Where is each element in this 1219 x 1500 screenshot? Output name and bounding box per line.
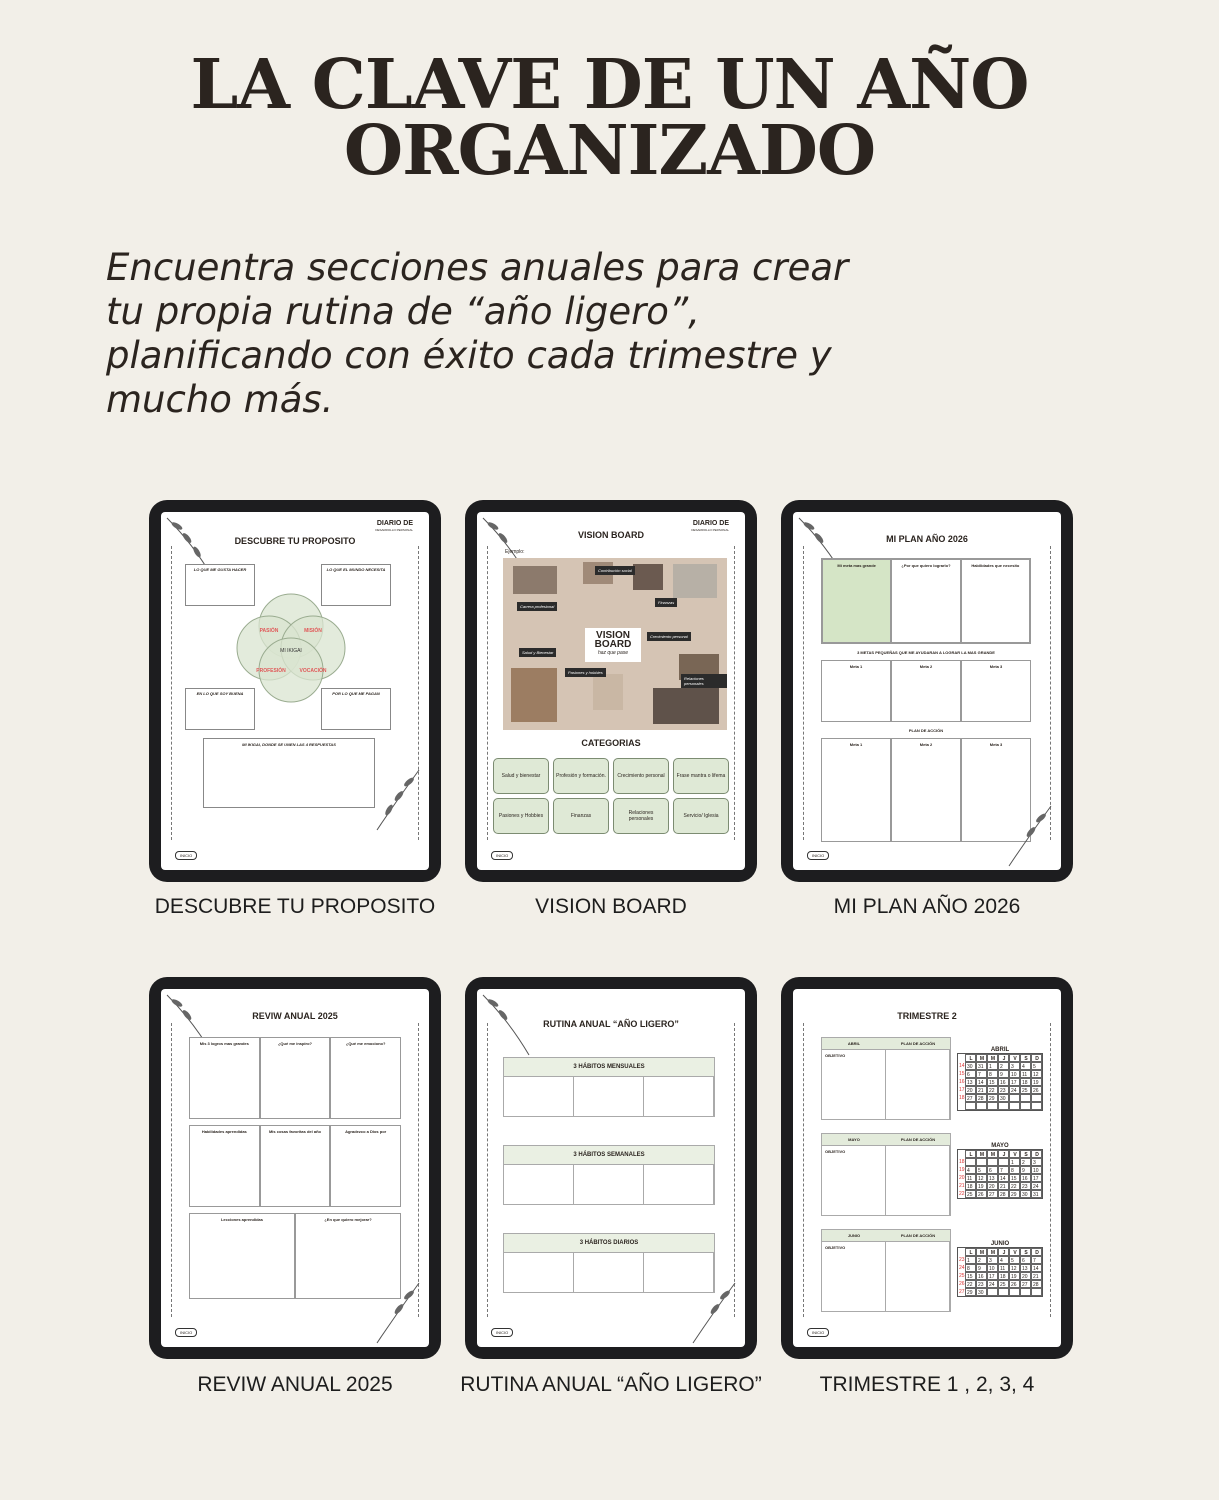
- calendar-day: 24: [987, 1280, 998, 1288]
- calendar-title: JUNIO: [990, 1241, 1010, 1247]
- calendar-day: 7: [1031, 1256, 1042, 1264]
- weekday-label: V: [1009, 1150, 1020, 1158]
- calendar-day: 27: [965, 1094, 976, 1102]
- week-number: 18: [959, 1095, 965, 1101]
- week-number: 20: [959, 1175, 965, 1181]
- calendar-day: [1031, 1102, 1042, 1110]
- caption: VISION BOARD: [535, 895, 687, 918]
- calendar-day: 12: [976, 1174, 987, 1182]
- dashed-border: [803, 1023, 804, 1317]
- week-number: 21: [959, 1183, 965, 1189]
- weekday-label: M: [987, 1054, 998, 1062]
- weekday-label: M: [976, 1150, 987, 1158]
- calendar-day: 15: [965, 1272, 976, 1280]
- weekday-label: S: [1020, 1054, 1031, 1062]
- weekday-label: J: [998, 1150, 1009, 1158]
- tablet-screen: [477, 989, 745, 1347]
- calendar-day: [1009, 1288, 1020, 1296]
- calendar-day: 5: [1031, 1062, 1042, 1070]
- calendar-grid: [957, 1053, 1043, 1111]
- calendar-day: 10: [1031, 1166, 1042, 1174]
- dashed-border: [171, 1023, 172, 1317]
- calendar-day: 15: [987, 1078, 998, 1086]
- board-tag: Pasiones y hobbies: [565, 668, 606, 677]
- calendar-day: 14: [998, 1174, 1009, 1182]
- subtitle: [106, 246, 986, 422]
- calendar-day: [1020, 1102, 1031, 1110]
- calendar-day: 27: [987, 1190, 998, 1198]
- photo: [511, 668, 557, 722]
- habit-grid: [503, 1077, 715, 1117]
- calendar-day: 6: [965, 1070, 976, 1078]
- calendar-day: 9: [976, 1264, 987, 1272]
- calendar-day: 24: [1009, 1086, 1020, 1094]
- calendar-day: 28: [1031, 1280, 1042, 1288]
- photo: [593, 674, 623, 710]
- leaf-icon: [369, 766, 425, 832]
- calendar-day: 16: [976, 1272, 987, 1280]
- calendar-title: MAYO: [991, 1143, 1009, 1149]
- ikigai-box: POR LO QUE ME PAGAN: [321, 688, 391, 730]
- month-plan-body: OBJETIVO: [821, 1242, 951, 1312]
- habit-section: [503, 1233, 715, 1293]
- weekday-label: D: [1031, 1248, 1042, 1256]
- week-number: 17: [959, 1087, 965, 1093]
- calendar-day: 17: [987, 1272, 998, 1280]
- calendar-day: 9: [998, 1070, 1009, 1078]
- calendar-day: 20: [1020, 1272, 1031, 1280]
- calendar-day: 8: [987, 1070, 998, 1078]
- dashed-border: [487, 1023, 488, 1317]
- venn-label: MISIÓN: [304, 628, 322, 634]
- table-header: Mis 3 logros mas grandes: [189, 1037, 260, 1119]
- calendar-day: 19: [1009, 1272, 1020, 1280]
- photo: [633, 564, 663, 590]
- habit-grid: [503, 1253, 715, 1293]
- calendar-day: 23: [976, 1280, 987, 1288]
- calendar-day: 30: [998, 1094, 1009, 1102]
- tablet-trimestre: [781, 977, 1073, 1359]
- home-button[interactable]: INICIO: [491, 851, 513, 860]
- calendar-day: 26: [1009, 1280, 1020, 1288]
- calendar-day: 15: [1009, 1174, 1020, 1182]
- home-button[interactable]: INICIO: [175, 1328, 197, 1337]
- habit-header: 3 HÁBITOS MENSUALES: [503, 1057, 715, 1077]
- table-header: Habilidades aprendidas: [189, 1125, 260, 1207]
- week-number: 16: [959, 1079, 965, 1085]
- calendar-day: 1: [965, 1256, 976, 1264]
- board-tag: Crecimiento personal: [647, 632, 691, 641]
- venn-label: PASIÓN: [259, 628, 279, 634]
- home-button[interactable]: INICIO: [807, 1328, 829, 1337]
- ikigai-box: LO QUE EL MUNDO NECESITA: [321, 564, 391, 606]
- board-tag: Carrera profesional: [517, 602, 557, 611]
- weekday-label: V: [1009, 1054, 1020, 1062]
- calendar-day: 13: [987, 1174, 998, 1182]
- calendar-day: 4: [998, 1256, 1009, 1264]
- screen-title: VISION BOARD: [577, 530, 644, 540]
- calendar-day: 25: [965, 1190, 976, 1198]
- calendar-day: 3: [987, 1256, 998, 1264]
- venn-label: VOCACIÓN: [299, 668, 327, 674]
- calendar-day: 10: [1009, 1070, 1020, 1078]
- calendar-day: [987, 1102, 998, 1110]
- calendar-day: 19: [976, 1182, 987, 1190]
- venn-label: PROFESIÓN: [256, 668, 286, 674]
- subtitle-line: planificando con éxito cada trimestre y: [106, 334, 832, 377]
- board-tag: Relaciones personales: [681, 674, 727, 688]
- category-card: Crecimiento personal: [613, 758, 669, 794]
- calendar-day: 17: [1009, 1078, 1020, 1086]
- calendar-day: 14: [976, 1078, 987, 1086]
- tablet-screen: [793, 989, 1061, 1347]
- table-header: ¿Por que quiero lograrlo?: [891, 559, 960, 643]
- calendar-day: 31: [976, 1062, 987, 1070]
- screen-title: REVIW ANUAL 2025: [252, 1011, 338, 1021]
- tablet-screen: [477, 512, 745, 870]
- calendar-day: 7: [998, 1166, 1009, 1174]
- calendar-day: 16: [1020, 1174, 1031, 1182]
- calendar-day: 20: [965, 1086, 976, 1094]
- weekday-label: M: [987, 1150, 998, 1158]
- calendar-day: 17: [1031, 1174, 1042, 1182]
- calendar-day: 31: [1031, 1190, 1042, 1198]
- calendar-day: [965, 1158, 976, 1166]
- dashed-border: [803, 546, 804, 840]
- calendar-day: 11: [1020, 1070, 1031, 1078]
- weekday-label: L: [965, 1054, 976, 1062]
- calendar-day: 21: [976, 1086, 987, 1094]
- calendar-day: 16: [998, 1078, 1009, 1086]
- caption: MI PLAN AÑO 2026: [833, 895, 1021, 918]
- brand-logo: DIARIO DE DESARROLLO PERSONAL: [691, 520, 729, 532]
- week-number: 25: [959, 1273, 965, 1279]
- calendar-day: [998, 1288, 1009, 1296]
- calendar: [957, 1143, 1043, 1199]
- weekday-label: M: [976, 1248, 987, 1256]
- weekday-label: S: [1020, 1150, 1031, 1158]
- calendar-day: 1: [987, 1062, 998, 1070]
- category-card: Servicio/ Iglesia: [673, 798, 729, 834]
- board-tag: Contribución social: [595, 566, 635, 575]
- week-number: 26: [959, 1281, 965, 1287]
- calendar-day: 13: [1020, 1264, 1031, 1272]
- leaf-icon: [685, 1279, 741, 1345]
- board-tag: Finanzas: [655, 598, 677, 607]
- calendar-day: 27: [1020, 1280, 1031, 1288]
- calendar-day: 4: [1020, 1062, 1031, 1070]
- calendar-day: 29: [987, 1094, 998, 1102]
- calendar-day: [965, 1102, 976, 1110]
- tablet-rutina-anual: [465, 977, 757, 1359]
- table-header: Lecciones aprendidas: [189, 1213, 295, 1299]
- table-header: Meta 1: [821, 660, 891, 722]
- calendar-day: 18: [1020, 1078, 1031, 1086]
- table-header: Meta 1: [821, 738, 891, 842]
- caption: RUTINA ANUAL “AÑO LIGERO”: [460, 1373, 762, 1396]
- table-header: Mis cosas favoritas del año: [260, 1125, 331, 1207]
- calendar-day: 3: [1031, 1158, 1042, 1166]
- ikigai-box: LO QUE ME GUSTA HACER: [185, 564, 255, 606]
- calendar-grid: [957, 1247, 1043, 1297]
- tablet-screen: [793, 512, 1061, 870]
- calendar-corner: [958, 1150, 965, 1158]
- table-header: Meta 3: [961, 738, 1031, 842]
- subtitle-line: mucho más.: [106, 378, 334, 421]
- home-button[interactable]: INICIO: [175, 851, 197, 860]
- calendar-day: 9: [1020, 1166, 1031, 1174]
- photo: [653, 688, 719, 724]
- calendar-day: [1031, 1288, 1042, 1296]
- home-button[interactable]: INICIO: [807, 851, 829, 860]
- photo: [673, 564, 717, 598]
- calendar-day: [1020, 1094, 1031, 1102]
- calendar-day: 30: [1020, 1190, 1031, 1198]
- photo: [513, 566, 557, 594]
- calendar-day: 7: [976, 1070, 987, 1078]
- dashed-border: [487, 546, 488, 840]
- calendar-day: 12: [1031, 1070, 1042, 1078]
- category-card: Frase mantra o lifema: [673, 758, 729, 794]
- leaf-icon: [1001, 802, 1057, 868]
- table-header: Meta 3: [961, 660, 1031, 722]
- calendar-day: 23: [1020, 1182, 1031, 1190]
- subtitle-line: tu propia rutina de “año ligero”,: [106, 290, 700, 333]
- caption: TRIMESTRE 1 , 2, 3, 4: [819, 1373, 1035, 1396]
- category-card: Relaciones personales: [613, 798, 669, 834]
- calendar-corner: [958, 1054, 965, 1062]
- calendar-day: [976, 1158, 987, 1166]
- month-plan-header: MAYO PLAN DE ACCIÓN: [821, 1133, 951, 1146]
- weekday-label: J: [998, 1248, 1009, 1256]
- leaf-icon: [369, 1279, 425, 1345]
- tablet-vision-board: [465, 500, 757, 882]
- calendar-day: [1020, 1288, 1031, 1296]
- calendar-day: 12: [1009, 1264, 1020, 1272]
- habit-grid: [503, 1165, 715, 1205]
- calendar-day: [987, 1158, 998, 1166]
- calendar-day: 5: [1009, 1256, 1020, 1264]
- categories-grid: [493, 758, 729, 834]
- week-number: [958, 1102, 965, 1110]
- big-goal-table: [821, 558, 1031, 644]
- calendar-day: 11: [965, 1174, 976, 1182]
- weekday-label: L: [965, 1248, 976, 1256]
- section-title: 3 METAS PEQUEÑAS QUE ME AYUDARAN A LOGRAR LA MAS GRANDE: [857, 650, 995, 655]
- calendar-day: 26: [1031, 1086, 1042, 1094]
- calendar-day: 28: [976, 1094, 987, 1102]
- calendar: [957, 1047, 1043, 1111]
- review-row: [189, 1037, 401, 1119]
- calendar-day: 13: [965, 1078, 976, 1086]
- calendar-day: 25: [1020, 1086, 1031, 1094]
- calendar-day: 18: [998, 1272, 1009, 1280]
- calendar-day: [1009, 1102, 1020, 1110]
- month-plan: [821, 1229, 951, 1312]
- board-tag: Salud y Bienestar: [519, 648, 556, 657]
- week-number: 14: [959, 1063, 965, 1069]
- week-number: 24: [959, 1265, 965, 1271]
- vision-board-image: [503, 558, 727, 730]
- calendar-day: [976, 1102, 987, 1110]
- table-header: ¿Qué me inspiro?: [260, 1037, 331, 1119]
- subtitle-line: Encuentra secciones anuales para crear: [106, 246, 849, 289]
- table-header: ¿En que quiero mejorar?: [295, 1213, 401, 1299]
- tablet-mi-plan: [781, 500, 1073, 882]
- ikigai-summary-box: MI IKIGAI, DONDE SE UNEN LAS 4 RESPUESTAS: [203, 738, 375, 808]
- week-number: 22: [959, 1191, 965, 1197]
- example-label: Ejemplo:: [505, 549, 525, 555]
- calendar-day: 8: [1009, 1166, 1020, 1174]
- month-plan-header: ABRIL PLAN DE ACCIÓN: [821, 1037, 951, 1050]
- calendar-day: 18: [965, 1182, 976, 1190]
- month-plan: [821, 1037, 951, 1120]
- weekday-label: L: [965, 1150, 976, 1158]
- weekday-label: M: [976, 1054, 987, 1062]
- weekday-label: D: [1031, 1054, 1042, 1062]
- calendar-day: 10: [987, 1264, 998, 1272]
- dashed-border: [418, 1023, 419, 1317]
- calendar-day: 2: [998, 1062, 1009, 1070]
- calendar-day: [987, 1288, 998, 1296]
- category-card: Finanzas: [553, 798, 609, 834]
- calendar-day: 2: [1020, 1158, 1031, 1166]
- calendar-day: 5: [976, 1166, 987, 1174]
- category-card: Pasiones y Hobbies: [493, 798, 549, 834]
- weekday-label: V: [1009, 1248, 1020, 1256]
- week-number: 15: [959, 1071, 965, 1077]
- calendar-day: 24: [1031, 1182, 1042, 1190]
- habit-header: 3 HÁBITOS SEMANALES: [503, 1145, 715, 1165]
- calendar-day: [998, 1158, 1009, 1166]
- month-plan-body: OBJETIVO: [821, 1146, 951, 1216]
- calendar-corner: [958, 1248, 965, 1256]
- category-card: Profesión y formación.: [553, 758, 609, 794]
- action-plan-table: [821, 738, 1031, 842]
- screen-title: RUTINA ANUAL “AÑO LIGERO”: [543, 1019, 679, 1029]
- week-number: 19: [959, 1167, 965, 1173]
- habit-section: [503, 1057, 715, 1117]
- calendar-day: 29: [1009, 1190, 1020, 1198]
- calendar-day: 22: [965, 1280, 976, 1288]
- calendar-grid: [957, 1149, 1043, 1199]
- dashed-border: [1050, 1023, 1051, 1317]
- categories-title: CATEGORIAS: [581, 738, 641, 748]
- title-line-2: ORGANIZADO: [343, 111, 876, 191]
- calendar-day: 30: [976, 1288, 987, 1296]
- calendar-day: 29: [965, 1288, 976, 1296]
- table-header: Meta 2: [891, 660, 961, 722]
- calendar-day: [1031, 1094, 1042, 1102]
- calendar-day: 6: [987, 1166, 998, 1174]
- calendar-day: 21: [1031, 1272, 1042, 1280]
- calendar-day: 26: [976, 1190, 987, 1198]
- screen-title: TRIMESTRE 2: [897, 1011, 957, 1021]
- calendar: [957, 1241, 1043, 1297]
- vision-board-label: VISION BOARD haz que pase: [585, 628, 641, 662]
- calendar-day: 22: [1009, 1182, 1020, 1190]
- home-button[interactable]: INICIO: [491, 1328, 513, 1337]
- weekday-label: D: [1031, 1150, 1042, 1158]
- table-header: Mi meta mas grande: [822, 559, 891, 643]
- calendar-day: [998, 1102, 1009, 1110]
- title-line-1: LA CLAVE DE UN AÑO: [190, 45, 1029, 125]
- tablet-screen: [161, 512, 429, 870]
- category-card: Salud y bienestar: [493, 758, 549, 794]
- review-row: [189, 1125, 401, 1207]
- brand-logo: DIARIO DE DESARROLLO PERSONAL: [375, 520, 413, 532]
- month-plan-body: OBJETIVO: [821, 1050, 951, 1120]
- page-title: [0, 45, 1219, 191]
- habit-header: 3 HÁBITOS DIARIOS: [503, 1233, 715, 1253]
- table-header: Agradezco a Dios por: [330, 1125, 401, 1207]
- table-header: Meta 2: [891, 738, 961, 842]
- weekday-label: S: [1020, 1248, 1031, 1256]
- calendar-day: 8: [965, 1264, 976, 1272]
- week-number: 23: [959, 1257, 965, 1263]
- month-plan: [821, 1133, 951, 1216]
- calendar-day: 4: [965, 1166, 976, 1174]
- calendar-day: [1009, 1094, 1020, 1102]
- calendar-title: ABRIL: [990, 1047, 1010, 1053]
- calendar-day: 14: [1031, 1264, 1042, 1272]
- week-number: 18: [959, 1159, 965, 1165]
- calendar-day: 23: [998, 1086, 1009, 1094]
- week-number: 27: [959, 1289, 965, 1295]
- habit-section: [503, 1145, 715, 1205]
- small-goals-table: [821, 660, 1031, 722]
- calendar-day: 22: [987, 1086, 998, 1094]
- ikigai-box: EN LO QUE SOY BUENA: [185, 688, 255, 730]
- caption: REVIW ANUAL 2025: [197, 1373, 393, 1396]
- dashed-border: [734, 546, 735, 840]
- calendar-day: 3: [1009, 1062, 1020, 1070]
- calendar-day: 30: [965, 1062, 976, 1070]
- tablet-reviw-anual: [149, 977, 441, 1359]
- tablet-descubre-proposito: [149, 500, 441, 882]
- weekday-label: J: [998, 1054, 1009, 1062]
- dashed-border: [1050, 546, 1051, 840]
- screen-title: DESCUBRE TU PROPOSITO: [234, 536, 356, 546]
- venn-center: MI IKIGAI: [280, 648, 302, 654]
- table-header: ¿Qué me emociono?: [330, 1037, 401, 1119]
- dashed-border: [171, 546, 172, 840]
- section-title: PLAN DE ACCIÓN: [908, 728, 944, 733]
- calendar-day: 21: [998, 1182, 1009, 1190]
- caption: DESCUBRE TU PROPOSITO: [154, 895, 436, 918]
- calendar-day: 1: [1009, 1158, 1020, 1166]
- table-header: Habilidades que necesito: [961, 559, 1030, 643]
- screen-title: MI PLAN AÑO 2026: [886, 534, 968, 544]
- month-plan-header: JUNIO PLAN DE ACCIÓN: [821, 1229, 951, 1242]
- calendar-day: 28: [998, 1190, 1009, 1198]
- calendar-day: 25: [998, 1280, 1009, 1288]
- calendar-day: 20: [987, 1182, 998, 1190]
- tablet-screen: [161, 989, 429, 1347]
- dashed-border: [734, 1023, 735, 1317]
- calendar-day: 11: [998, 1264, 1009, 1272]
- calendar-day: 19: [1031, 1078, 1042, 1086]
- calendar-day: 2: [976, 1256, 987, 1264]
- calendar-day: 6: [1020, 1256, 1031, 1264]
- weekday-label: M: [987, 1248, 998, 1256]
